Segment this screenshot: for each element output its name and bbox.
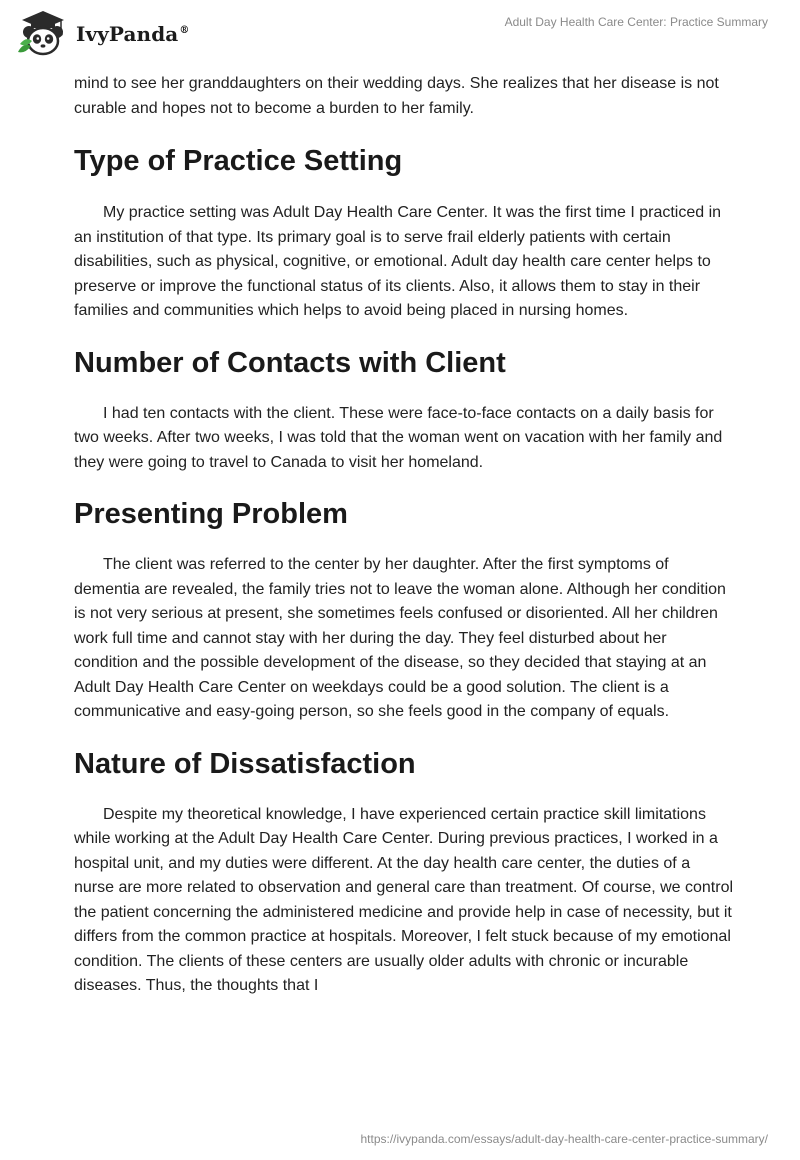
heading-number-of-contacts: Number of Contacts with Client [74, 346, 506, 379]
essay-body [74, 72, 734, 999]
brand-name: IvyPanda® [76, 22, 190, 46]
heading-nature-of-dissatisfaction: Nature of Dissatisfaction [74, 747, 416, 780]
document-title: Adult Day Health Care Center: Practice Summary [504, 15, 768, 29]
page-header [0, 0, 800, 64]
panda-logo-icon [14, 8, 72, 58]
heading-type-of-practice-setting: Type of Practice Setting [74, 145, 403, 177]
continued-paragraph: mind to see her granddaughters on their wedding days. She realizes that her disease is not curable and hopes not to become a burden to her family. [74, 75, 719, 117]
heading-presenting-problem: Presenting Problem [74, 498, 348, 530]
ivypanda-logo[interactable] [14, 8, 189, 58]
paragraph-practice-setting: My practice setting was Adult Day Health Care Center. It was the first time I practiced in an institution of that type. Its primary goal is to serve frail elderly patients with certain disabilities, such as physical, cognitive, or emotional. Adult day health care center helps to preserve or improve the functional status of its clients. Also, it allows them to stay in their families and communities which helps to avoid being placed in nursing homes. [74, 204, 722, 319]
paragraph-nature-of-dissatisfaction: Despite my theoretical knowledge, I have experienced certain practice skill limitations while working at the Adult Day Health Care Center. During previous practices, I worked in a hospital unit, and my duties were different. At the day health care center, the duties of a nurse are more related to observation and general care than treatment. Of course, we control the patient concerning the administered medicine and provide help in case of necessity, but it differs from the common practice at hospitals. Moreover, I felt stuck because of my emotional condition. The clients of these centers are usually older adults with chronic or incurable diseases. Thus, the thoughts that I [74, 805, 734, 994]
paragraph-number-of-contacts: I had ten contacts with the client. These were face-to-face contacts on a daily basis for two weeks. After two weeks, I was told that the woman went on vacation with her family and they were going to travel to Canada to visit her homeland. [74, 404, 723, 471]
source-url[interactable]: https://ivypanda.com/essays/adult-day-health-care-center-practice-summary/ [360, 1132, 768, 1146]
paragraph-presenting-problem: The client was referred to the center by her daughter. After the first symptoms of dementia are revealed, the family tries not to leave the woman alone. Although her condition is not very serious at present, she sometimes feels confused or disoriented. All her children work full time and cannot stay with her during the day. They feel disturbed about her condition and the possible development of the disease, so they decided that staying at an Adult Day Health Care Center on weekdays could be a good solution. The client is a communicative and easy-going person, so she feels good in the company of equals. [74, 556, 726, 720]
